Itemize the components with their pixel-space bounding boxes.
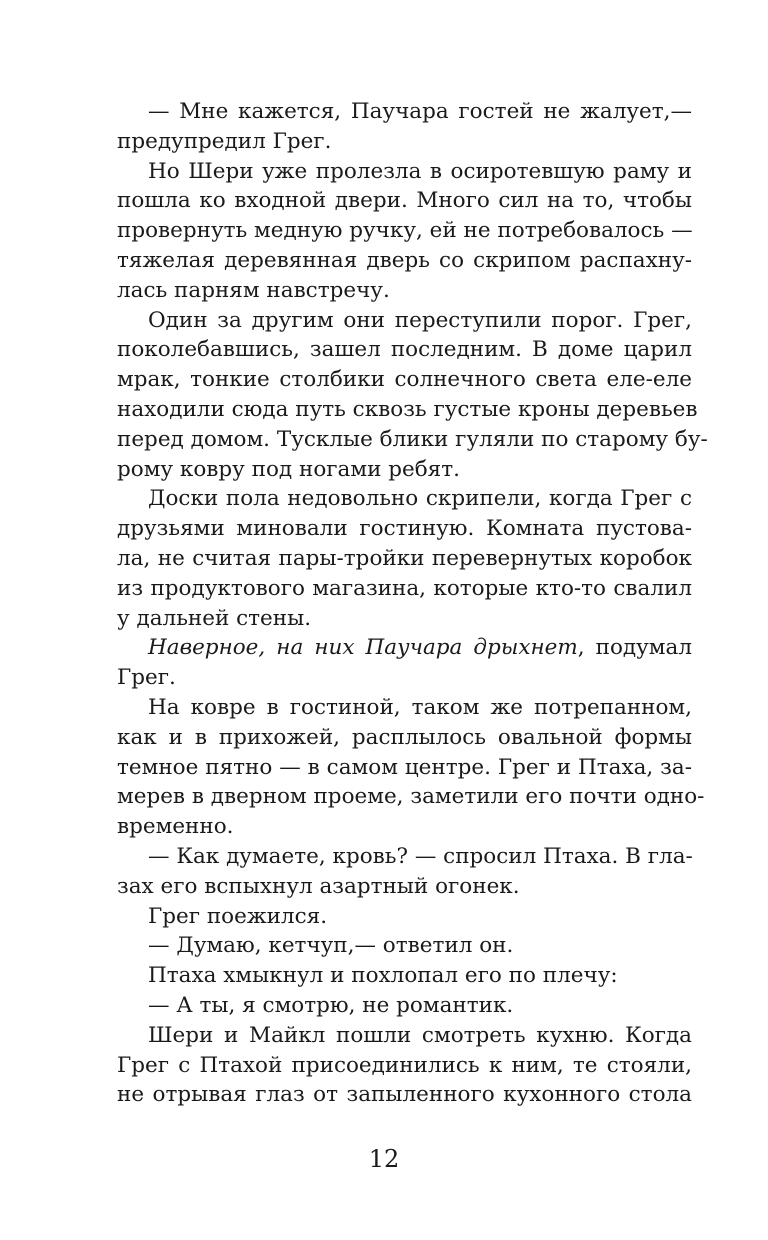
line-text: провернуть медную ручку, ей не потребовалось —	[117, 218, 693, 244]
text-line	[117, 127, 692, 157]
text-line	[117, 693, 692, 723]
line-text: — А ты, я смотрю, не романтик.	[148, 992, 514, 1018]
text-line	[117, 484, 692, 514]
line-text: — Думаю, кетчуп,— ответил он.	[148, 933, 514, 959]
line-text: как и в прихожей, расплылось овальной формы	[117, 724, 692, 750]
text-line	[117, 633, 692, 663]
text-line	[117, 425, 708, 455]
line-text: поколебавшись, зашел последним. В доме царил	[117, 337, 692, 363]
line-text: Доски пола недовольно скрипели, когда Грег с	[148, 486, 692, 512]
text-line	[117, 246, 692, 276]
text-line	[117, 812, 692, 842]
line-text: , подумал	[577, 635, 692, 661]
text-line	[117, 276, 692, 306]
text-line	[117, 782, 705, 812]
line-text: друзьями миновали гостиную. Комната пустова-	[117, 516, 692, 542]
text-line	[117, 931, 692, 961]
line-text: предупредил Грег.	[117, 128, 332, 154]
text-line	[117, 902, 692, 932]
text-line	[117, 395, 698, 425]
text-line	[117, 335, 692, 365]
italic-phrase: Наверное, на них Паучара дрыхнет	[148, 635, 578, 661]
line-text: На ковре в гостиной, таком же потрепанном,	[148, 694, 692, 720]
text-line	[117, 574, 692, 604]
text-line	[117, 365, 692, 395]
line-text: рому ковру под ногами ребят.	[117, 456, 460, 482]
line-text: Грег с Птахой присоединились к ним, те стояли,	[117, 1052, 692, 1078]
text-line	[117, 991, 692, 1021]
text-line	[117, 186, 692, 216]
line-text: лась парням навстречу.	[117, 277, 390, 303]
line-text: перед домом. Тусклые блики гуляли по старому бу-	[117, 426, 708, 452]
text-line	[117, 663, 692, 693]
line-text: находили сюда путь сквозь густые кроны деревьев	[117, 396, 698, 422]
text-line	[117, 1051, 692, 1081]
text-line	[117, 455, 692, 485]
line-text: зах его вспыхнул азартный огонек.	[117, 873, 520, 899]
text-line	[117, 1080, 692, 1110]
text-line	[117, 216, 692, 246]
line-text: временно.	[117, 814, 234, 840]
line-text: из продуктового магазина, которые кто-то свалил	[117, 575, 692, 601]
line-text: мрак, тонкие столбики солнечного света еле-еле	[117, 367, 692, 393]
text-line	[117, 961, 692, 991]
text-line	[117, 306, 692, 336]
text-line	[117, 842, 692, 872]
text-line	[117, 157, 692, 187]
line-text: Шери и Майкл пошли смотреть кухню. Когда	[148, 1022, 692, 1048]
line-text: тяжелая деревянная дверь со скрипом распахну-	[117, 247, 692, 273]
line-text: не отрывая глаз от запыленного кухонного стола	[117, 1082, 692, 1108]
text-line	[117, 723, 692, 753]
line-text: — Мне кажется, Паучара гостей не жалует,—	[148, 99, 692, 124]
text-line	[117, 514, 692, 544]
line-text: Но Шери уже пролезла в осиротевшую раму и	[148, 158, 692, 184]
text-line	[117, 604, 692, 634]
text-line	[117, 872, 692, 902]
line-text: мерев в дверном проеме, заметили его почти одно-	[117, 784, 705, 810]
text-line	[117, 1021, 692, 1051]
line-text: Грег.	[117, 665, 176, 691]
line-text: пошла ко входной двери. Много сил на то, чтобы	[117, 188, 692, 214]
text-line	[117, 753, 692, 783]
text-line	[117, 97, 692, 127]
line-text: у дальней стены.	[117, 605, 312, 631]
page-number: 12	[368, 1145, 400, 1173]
line-text: — Как думаете, кровь? — спросил Птаха. В гла-	[148, 843, 693, 869]
line-text: Грег поежился.	[148, 903, 328, 929]
line-text: Один за другим они переступили порог. Грег,	[148, 307, 692, 333]
line-text: темное пятно — в самом центре. Грег и Птаха, за-	[117, 754, 692, 780]
line-text: ла, не считая пары-тройки перевернутых коробок	[117, 545, 692, 571]
line-text: Птаха хмыкнул и похлопал его по плечу:	[148, 963, 618, 989]
text-line	[117, 544, 692, 574]
page-body-text	[117, 97, 708, 1110]
